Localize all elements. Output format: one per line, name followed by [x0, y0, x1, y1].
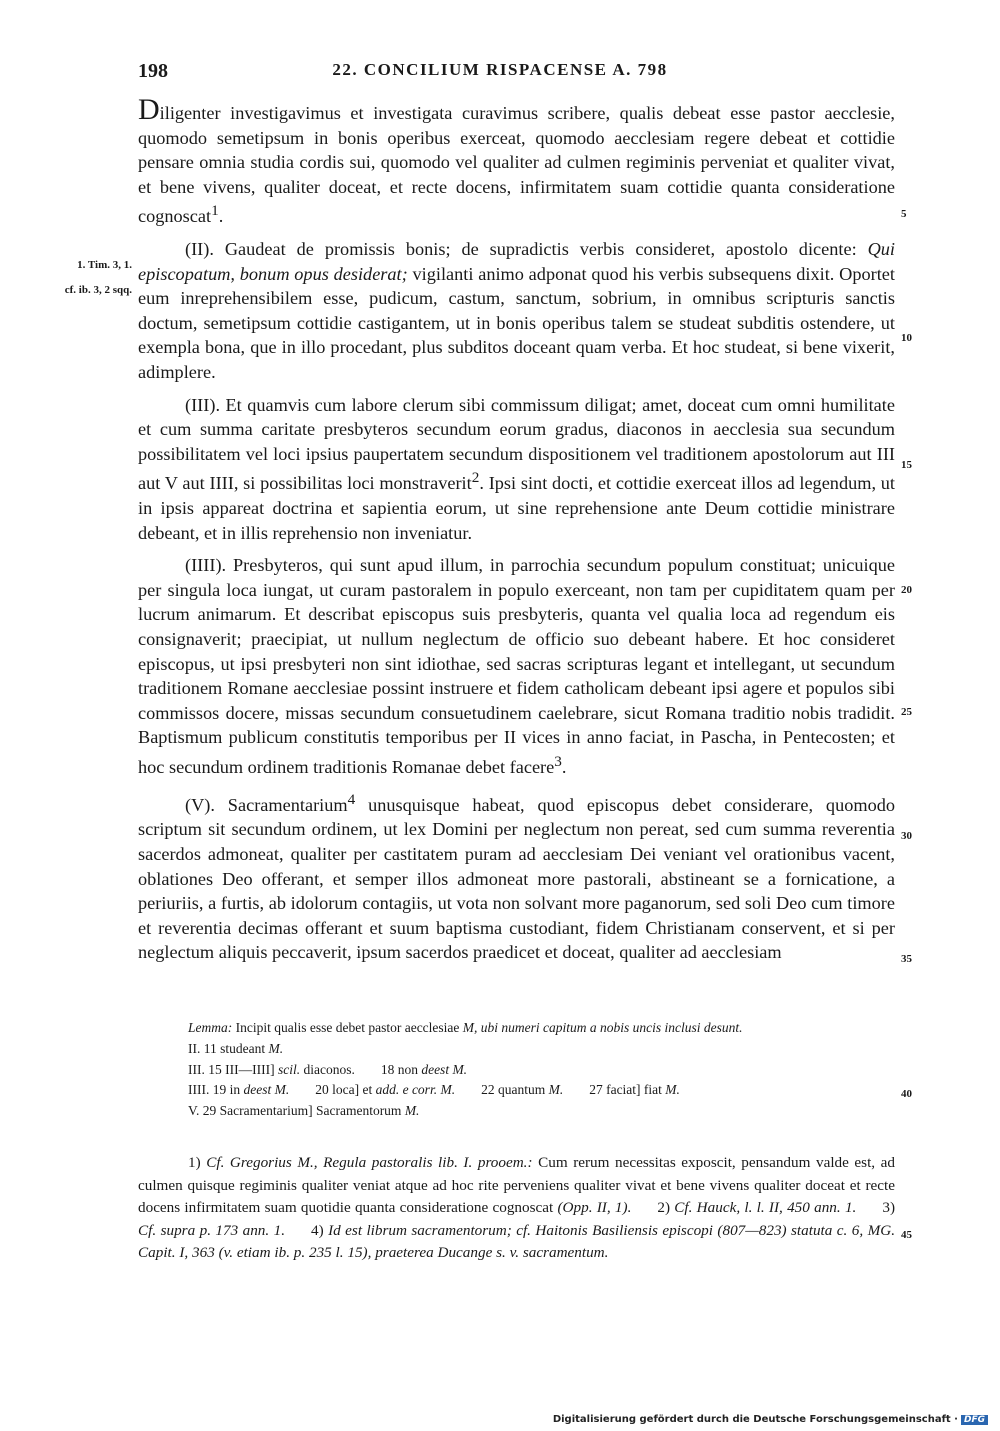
digitization-note	[553, 1414, 988, 1425]
footnote-ref: 2	[471, 469, 480, 487]
chapter-2	[138, 237, 895, 385]
chapter-5	[138, 788, 895, 965]
chapter-3-text: (III). Et quamvis cum labore clerum sibi commissum diligat; amet, doceat cum omni humilitate et cum summa caritate presbyteros secundum eorum gradus, diaconos in aecclesia sua secundum possibilitatem vel loci ipsius paupertatem secundum dispositionem vel traditionem apostolorum aut III aut V aut IIII, si possibilitas loci monstraverit	[138, 394, 895, 494]
apparatus-entry: 22 quantum	[481, 1082, 549, 1098]
line-number-25: 25	[901, 706, 912, 718]
line-number-40: 40	[901, 1088, 912, 1100]
line-number-15: 15	[901, 459, 912, 471]
apparatus-note: scil.	[277, 1061, 301, 1077]
apparatus-line-4	[188, 1080, 895, 1101]
footnote-1-opp: (Opp. II, 1).	[557, 1199, 632, 1217]
apparatus-note: deest M.	[421, 1061, 468, 1077]
chapter-3	[138, 393, 895, 546]
line-number-45: 45	[901, 1229, 912, 1241]
footnote-4-ref: Id est librum sacramentorum; cf. Haitonis Basiliensis episcopi (807—823) statuta c. 6, MG. Capit. I, 363 (v. etiam ib. p. 235 l. 15), praeterea Ducange s. v. sacramentum.	[138, 1221, 895, 1262]
critical-apparatus	[188, 1018, 895, 1122]
intro-end: .	[218, 206, 224, 227]
chapter-4-text: (IIII). Presbyteros, qui sunt apud illum, in parrochia secundum populum constituat; unicuique per singula loca iungat, ut curam pastoralem in populo exerceant, non tam per cupiditatem quam per lucrum animarum. Et describat episcopus suis presbyteris, quanta vel qualia loca ad regendum eis consignaverit; praecipiat, ut nullum neglectum de officio suo debeant habere. Et hoc consideret episcopus, ut ipsi presbyteri non sint idiothae, sed sacras scripturas legant et intellegant, ut secundum traditionem Romane aecclesiae possint instruere et fidem catholicam debeant ipsi agere et populos sibi commissos docere, missas secundum consuetudinem caelebrare, sicut Romana traditio nobis tradidit. Baptismum publicum constitutis temporibus per II vices in anno faciat, in Pascha, in Pentecosten; et hoc secundum ordinem traditionis Romanae debet facere	[138, 555, 895, 778]
apparatus-line-2	[188, 1039, 895, 1060]
apparatus-entry: II. 11 studeant	[188, 1040, 269, 1056]
apparatus-note: deest M.	[243, 1082, 290, 1098]
margin-ref-1: 1. Tim. 3, 1.	[77, 259, 132, 271]
siglum: M.	[548, 1082, 564, 1098]
dfg-logo-icon: DFG	[961, 1415, 988, 1425]
apparatus-entry: IIII. 19 in	[188, 1082, 244, 1098]
chapter-4-end: .	[561, 757, 567, 778]
lemma-text: Incipit qualis esse debet pastor aecclesiae	[232, 1020, 463, 1035]
apparatus-entry: 20 loca] et	[315, 1082, 376, 1098]
apparatus-entry: diaconos.	[300, 1061, 355, 1077]
line-number-20: 20	[901, 584, 912, 596]
siglum: M.	[665, 1082, 680, 1098]
chapter-5-text: (V). Sacramentarium	[185, 794, 348, 815]
footnote-ref: 4	[347, 790, 356, 808]
chapter-4	[138, 553, 895, 779]
main-text	[138, 93, 895, 973]
footnote-ref: 3	[554, 753, 562, 771]
apparatus-note: add. e corr. M.	[375, 1082, 456, 1098]
apparatus-entry: III. 15 III—IIII]	[188, 1061, 278, 1077]
footnote-1-text: Cum rerum necessitas exposcit, pensandum valde est, ad culmen quisque regiminis qualiter veniat atque ad hoc rite perveniens qualiter vivat et bene vivens qualiter doceat et recte docens infirmitatem suam quotidie quanta consideratione cognoscat	[138, 1154, 895, 1217]
scripture-quote: Qui episcopatum, bonum opus desiderat;	[138, 239, 895, 284]
line-number-5: 5	[901, 208, 907, 220]
lemma-label: Lemma:	[188, 1020, 233, 1035]
apparatus-entry: 27 faciat] fiat	[589, 1082, 666, 1098]
siglum: M.	[404, 1103, 420, 1119]
footnotes	[138, 1152, 895, 1265]
footnote-1-ref: Cf. Gregorius M., Regula pastoralis lib. I. prooem.:	[206, 1154, 533, 1171]
apparatus-lemma	[188, 1018, 895, 1039]
footnote-block	[138, 1152, 895, 1265]
footnote-2-ref: Cf. Hauck, l. l. II, 450 ann. 1.	[674, 1199, 857, 1217]
drop-cap: D	[138, 93, 160, 126]
footnote-1-number: 1)	[188, 1154, 207, 1171]
apparatus-line-5	[188, 1101, 895, 1122]
lemma-note: ubi numeri capitum a nobis uncis inclusi desunt.	[477, 1020, 743, 1035]
footnote-4-number: 4)	[311, 1221, 329, 1239]
chapter-2-text: (II). Gaudeat de promissis bonis; de supradictis verbis consideret, apostolo dicente:	[185, 239, 868, 260]
apparatus-entry: 18 non	[380, 1061, 422, 1077]
chapter-2-text-cont: vigilanti animo adponat quod his verbis subsequens dixit. Oportet eum inreprehensibilem esse, pudicum, castum, sanctum, sobrium, in omnibus scripturis sanctis doctum, semetipsum cottidie castigantem, ut in bonis operibus talem se studeat subditis ostendere, ut exempla bona, que in illo procedant, plus subditos doceant quam verba. Et hoc studeat, si bene vixerit, adimplere.	[138, 263, 895, 383]
line-number-35: 35	[901, 953, 912, 965]
footnote-3-ref: Cf. supra p. 173 ann. 1.	[138, 1221, 286, 1239]
apparatus-entry: V. 29 Sacramentarium] Sacramentorum	[188, 1103, 405, 1119]
chapter-5-text-cont: unusquisque habeat, quod episcopus debet considerare, quomodo scriptum sit secundum ordinem, ut lex Domini per neglectum non pereat, sed cum summa reverentia sacerdos admoneat, qualiter per castitatem puram ad aecclesiam Dei veniant vel orationibus vacent, oblationes Deo offerant, et semper illos admoneat more pastorali, abstineant se a fornicatione, a periuriis, a furtis, ab idolorum contagiis, ut vota non solvant more paganorum, sed soli Deo cum timore et reverentia decimas offerant et suum baptisma custodiant, fidem Christianam conservent, et si per neglectum aliquis peccaverit, ipsum sacerdos praedicet et doceat, qualiter ad aecclesiam	[138, 794, 895, 963]
siglum: M.	[268, 1040, 284, 1056]
line-number-30: 30	[901, 830, 912, 842]
apparatus-line-3	[188, 1060, 895, 1081]
footnote-3-number: 3)	[882, 1199, 895, 1217]
footnote-2-number: 2)	[657, 1199, 675, 1217]
running-title: 22. CONCILIUM RISPACENSE A. 798	[332, 60, 668, 79]
margin-ref-2: cf. ib. 3, 2 sqq.	[64, 284, 132, 296]
intro-text: iligenter investigavimus et investigata curavimus scribere, qualis debeat esse pastor aecclesie, quomodo semetipsum in bonis operibus exerceat, quomodo aecclesiam regere debeat et cottidie pensare omnia studia cordis sui, quomodo vel qualiter ad culmen regiminis perveniat et qualiter vivat, et bene vivens, qualiter doceat, et recte docens, infirmitatem suam cottidie quanta consideratione cognoscat	[138, 103, 895, 227]
chapter-3-text-cont: . Ipsi sint docti, et cottidie exerceat illos ad legendum, ut in ipsis appareat doctrina et sapientia eorum, ut sine reprehensione ante Deum cottidie ministrare debeant, et in illis reprehensio non inveniatur.	[138, 473, 895, 543]
intro-paragraph	[138, 93, 895, 229]
digitization-text: Digitalisierung gefördert durch die Deutsche Forschungsgemeinschaft ·	[552, 1414, 958, 1425]
lemma-siglum: M,	[462, 1020, 478, 1035]
page-number: 198	[138, 60, 168, 82]
footnote-ref: 1	[211, 202, 219, 220]
line-number-10: 10	[901, 332, 912, 344]
